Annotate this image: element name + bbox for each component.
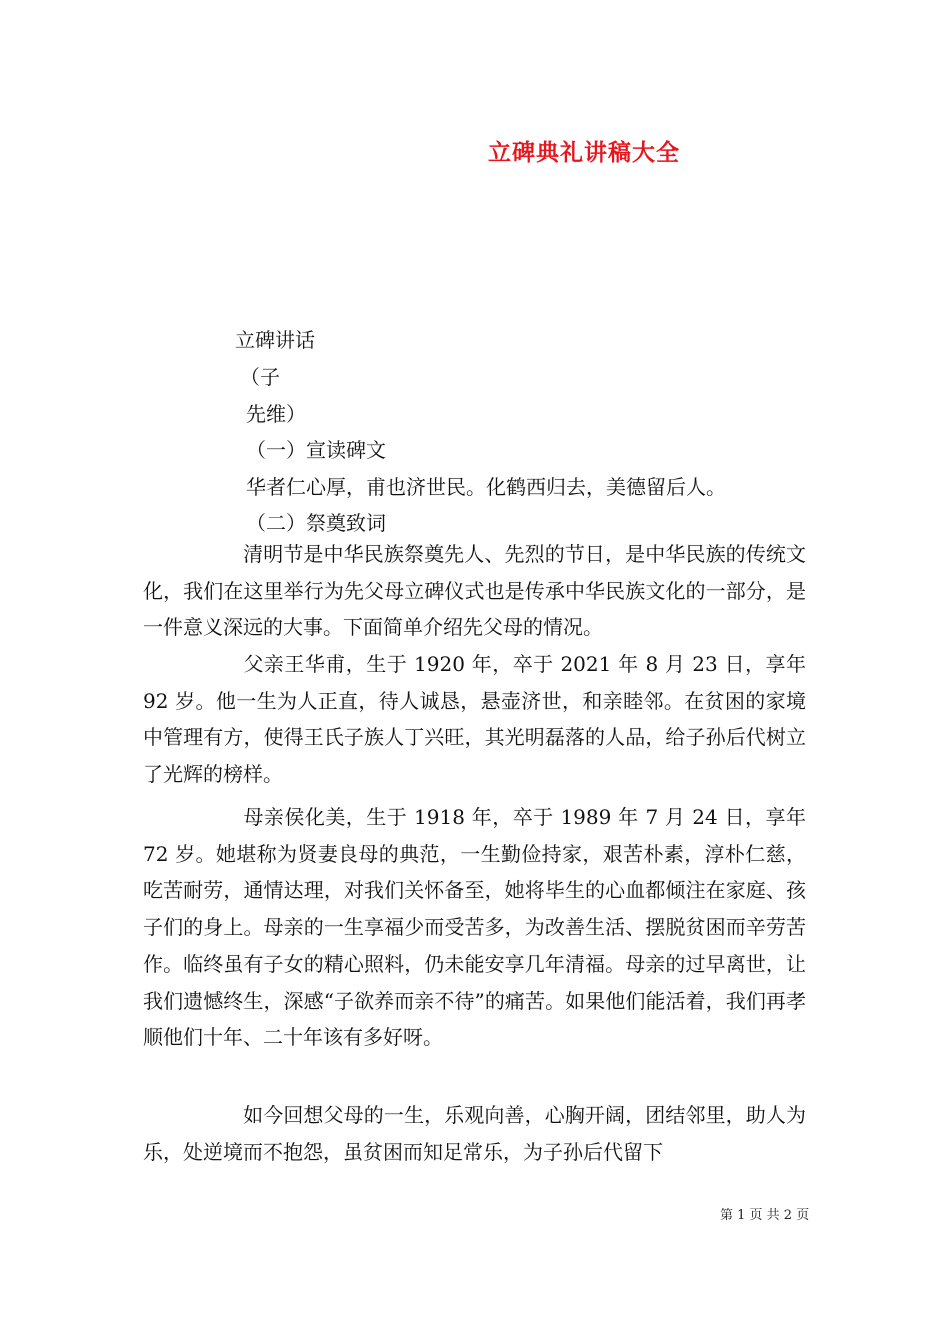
section-heading-1: （一）宣读碑文 [246, 438, 386, 462]
author-line-name: 先维） [246, 402, 306, 426]
document-title: 立碑典礼讲稿大全 [488, 139, 680, 166]
speech-heading: 立碑讲话 [235, 328, 315, 352]
paragraph-reflection: 如今回想父母的一生，乐观向善，心胸开阔，团结邻里，助人为乐，处逆境而不抱怨，虽贫困而知足常乐，为子孙后代留下 [143, 1103, 806, 1164]
paragraph-father: 父亲王华甫，生于 1920 年，卒于 2021 年 8 月 23 日，享年 92 岁。他一生为人正直，待人诚恳，悬壶济世，和亲睦邻。在贫困的家境中管理有方，使得王氏子族人丁兴旺，其光明磊落的人品，给子孙后代树立了光辉的榜样。 [143, 652, 806, 787]
paragraph-mother: 母亲侯化美，生于 1918 年，卒于 1989 年 7 月 24 日，享年 72 岁。她堪称为贤妻良母的典范，一生勤俭持家，艰苦朴素，淳朴仁慈，吃苦耐劳，通情达理，对我们关怀备至，她将毕生的心血都倾注在家庭、孩子们的身上。母亲的一生享福少而受苦多，为改善生活、摆脱贫困而辛劳苦作。临终虽有子女的精心照料，仍未能安享几年清福。母亲的过早离世，让我们遗憾终生，深感“子欲养而亲不待”的痛苦。如果他们能活着，我们再孝顺他们十年、二十年该有多好呀。 [143, 805, 806, 1050]
page-footer: 第 1 页 共 2 页 [720, 1208, 810, 1223]
epitaph-text: 华者仁心厚，甫也济世民。化鹤西归去，美德留后人。 [246, 475, 726, 499]
author-line-open: （子 [240, 365, 280, 389]
section-heading-2: （二）祭奠致词 [246, 511, 386, 535]
paragraph-intro: 清明节是中华民族祭奠先人、先烈的节日，是中华民族的传统文化，我们在这里举行为先父母立碑仪式也是传承中华民族文化的一部分，是一件意义深远的大事。下面简单介绍先父母的情况。 [143, 542, 806, 640]
